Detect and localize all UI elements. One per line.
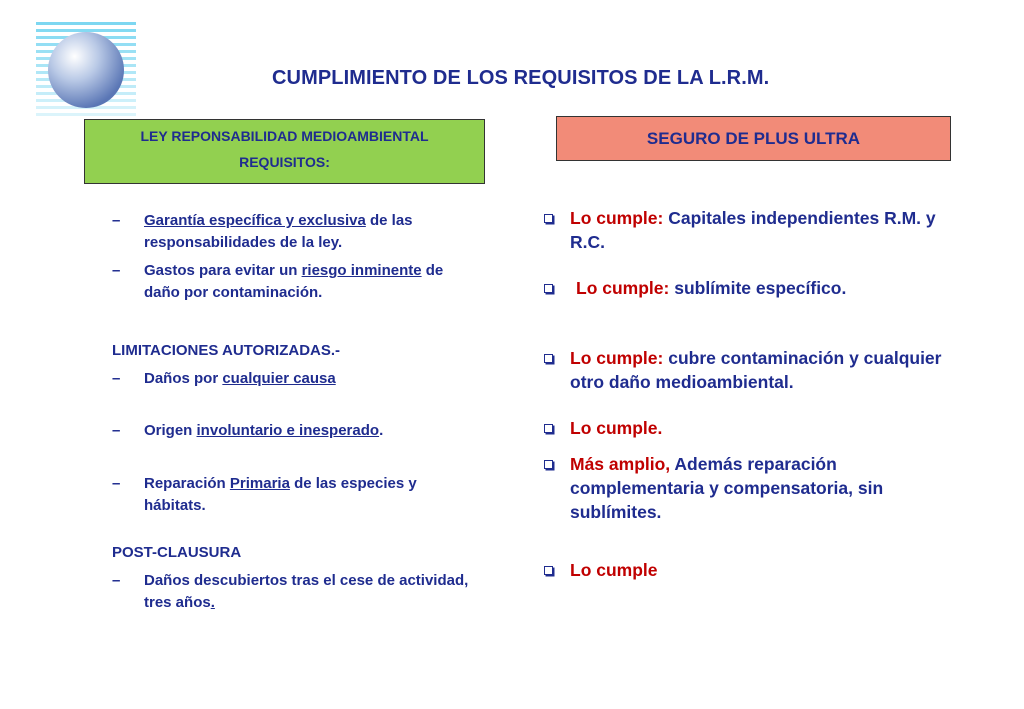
list-item-sublimite	[540, 276, 960, 300]
underlined-text: Primaria	[229, 475, 290, 492]
underlined-text: riesgo inminente	[301, 262, 422, 279]
list-item-reparacion	[112, 473, 482, 517]
status-text: Lo cumple.	[570, 418, 663, 438]
decorative-sphere-graphic	[28, 20, 140, 120]
item-text: Origen	[144, 422, 197, 439]
left-header-line2: REQUISITOS:	[239, 154, 330, 170]
item-text: sublímite específico.	[669, 278, 847, 298]
square-bullet-icon	[544, 460, 553, 469]
square-bullet-icon	[544, 214, 553, 223]
item-text: Además reparación complementaria y compensatoria, sin sublímites.	[570, 454, 884, 522]
dash-bullet: –	[112, 572, 121, 589]
list-item-mas-amplio	[540, 452, 960, 524]
item-text: Capitales independientes R.M. y R.C.	[570, 208, 936, 252]
dash-bullet: –	[112, 370, 121, 387]
item-text: Daños por	[144, 370, 223, 387]
item-text: de las responsabilidades de la ley.	[144, 212, 413, 251]
list-item-post-clausura	[112, 570, 482, 614]
limitaciones-heading: LIMITACIONES AUTORIZADAS.-	[112, 342, 341, 359]
item-text: Gastos para evitar un	[144, 262, 302, 279]
status-text: Lo cumple:	[570, 348, 664, 368]
list-item-capitales	[540, 206, 960, 254]
underlined-text: Garantía específica y exclusiva	[144, 212, 366, 229]
item-text: de daño por contaminación.	[144, 262, 444, 301]
status-text: Lo cumple:	[576, 278, 670, 298]
page-title: CUMPLIMIENTO DE LOS REQUISITOS DE LA L.R.M.	[272, 67, 770, 89]
list-item-garantia	[112, 210, 482, 254]
list-item-contaminacion	[540, 346, 960, 394]
list-item-origen	[112, 420, 482, 442]
square-bullet-icon	[544, 354, 553, 363]
dash-bullet: –	[112, 212, 121, 229]
dash-bullet: –	[112, 262, 121, 279]
post-clausura-heading: POST-CLAUSURA	[112, 544, 242, 561]
left-header-line1: LEY REPONSABILIDAD MEDIOAMBIENTAL	[140, 128, 429, 144]
list-item-cualquier-causa	[112, 368, 482, 390]
item-text: de las especies y hábitats.	[144, 475, 417, 514]
item-text: .	[379, 422, 384, 439]
left-header-box	[84, 119, 485, 184]
right-header-label: SEGURO DE PLUS ULTRA	[646, 129, 861, 148]
underlined-text: cualquier causa	[222, 370, 336, 387]
list-item-lo-cumple-final	[540, 558, 960, 582]
underlined-text: involuntario e inesperado	[196, 422, 380, 439]
item-text: cubre contaminación y cualquier otro daño medioambiental.	[570, 348, 942, 392]
list-item-gastos	[112, 260, 482, 304]
item-text: Reparación	[144, 475, 230, 492]
underlined-text: .	[210, 594, 215, 611]
dash-bullet: –	[112, 422, 121, 439]
status-text: Lo cumple	[570, 560, 658, 580]
list-item-lo-cumple	[540, 416, 960, 440]
square-bullet-icon	[544, 566, 553, 575]
left-column	[112, 210, 482, 614]
right-header-box	[556, 116, 951, 161]
status-text: Lo cumple:	[570, 208, 664, 228]
dash-bullet: –	[112, 475, 121, 492]
status-text: Más amplio,	[570, 454, 671, 474]
item-text: Daños descubiertos tras el cese de actividad, tres años	[144, 572, 469, 611]
square-bullet-icon	[544, 284, 553, 293]
right-column	[540, 206, 960, 582]
square-bullet-icon	[544, 424, 553, 433]
